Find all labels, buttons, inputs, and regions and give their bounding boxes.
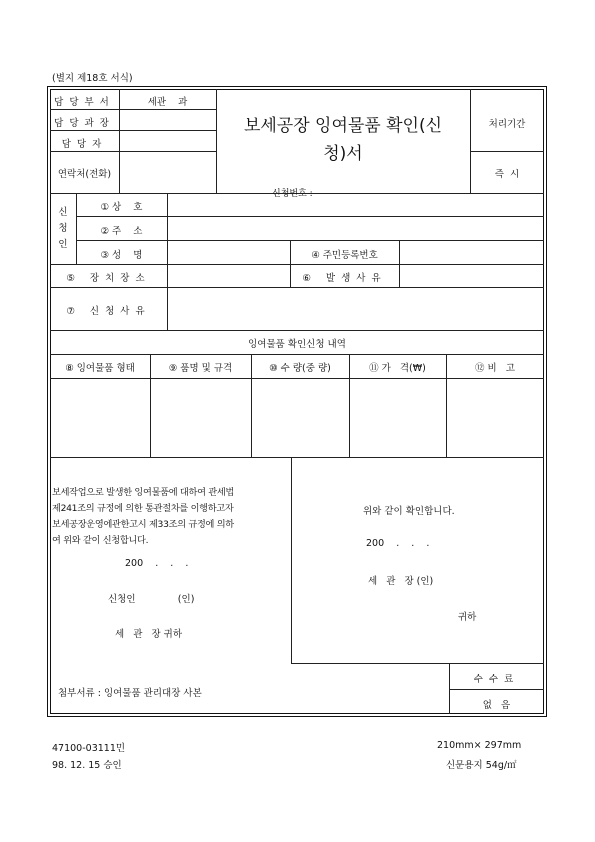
form-number: (별지 제18호 서식) (52, 73, 133, 84)
title-line-1: 보세공장 잉여물품 확인(신 (243, 116, 443, 136)
confirmation-addressee: 귀하 (458, 612, 477, 623)
contact-label: 연락처(전화) (57, 169, 112, 180)
resident-no-label: ④ 주민등록번호 (311, 250, 378, 261)
applicant-side-char-2: 청 (58, 223, 68, 234)
dept-label: 담당부서 (54, 97, 115, 108)
col-item-spec: ⑨ 품명 및 규격 (168, 363, 233, 374)
dept-value: 세관 과 (147, 97, 188, 108)
application-date: 200 . . . (125, 558, 189, 569)
form-code: 47100-03111민 (52, 743, 126, 754)
officer-label: 담당자 (61, 139, 108, 150)
cell-price[interactable] (351, 379, 445, 456)
approval-date: 98. 12. 15 승인 (52, 760, 122, 771)
attachments-note: 첨부서류 : 잉여물품 관리대장 사본 (58, 688, 202, 699)
application-statement (52, 485, 234, 549)
request-no-label: 신청번호 : (272, 189, 313, 199)
cause-field[interactable] (400, 265, 543, 286)
address-label: ② 주 소 (100, 226, 143, 237)
form-title (216, 112, 470, 168)
section-chief-field[interactable] (120, 110, 215, 129)
statement-line-3: 보세공장운영에관한고시 제33조의 규정에 의하 (52, 519, 234, 530)
resident-no-field[interactable] (400, 241, 543, 263)
col-price: ⑪ 가 격(₩) (369, 363, 426, 374)
cell-surplus-type[interactable] (51, 379, 149, 456)
customs-chief-seal: 세 관 장 (인) (368, 576, 434, 587)
name-label: ③ 성 명 (100, 250, 143, 261)
officer-field[interactable] (120, 131, 215, 150)
name-field[interactable] (168, 241, 289, 263)
fee-value: 없 음 (482, 700, 511, 711)
statement-line-2: 제241조의 규정에 의한 통관절차를 이행하고자 (52, 503, 234, 514)
details-section-title: 잉여물품 확인신청 내역 (248, 339, 346, 350)
processing-period-label: 처리기간 (488, 119, 526, 130)
address-field[interactable] (168, 217, 543, 239)
applicant-side-char-1: 신 (58, 207, 68, 218)
col-quantity: ⑩ 수 량(중 량) (269, 363, 331, 374)
statement-line-4: 여 위와 같이 신청합니다. (52, 535, 149, 546)
title-line-2: 청)서 (323, 144, 363, 164)
cause-label: ⑥ 발생사유 (302, 273, 387, 284)
applicant-signature: 신청인 (인) (108, 594, 195, 605)
reason-label: ⑦ 신청사유 (66, 306, 151, 317)
fee-label: 수수료 (473, 674, 520, 685)
paper-size: 210mm× 297mm (437, 740, 522, 751)
company-field[interactable] (168, 194, 543, 215)
section-chief-label: 담당과장 (54, 118, 115, 129)
confirmation-date: 200 . . . (366, 538, 430, 549)
contact-field[interactable] (120, 152, 215, 192)
statement-line-1: 보세작업으로 발생한 잉여물품에 대하여 관세법 (52, 487, 234, 498)
cell-remarks[interactable] (448, 379, 543, 456)
reason-field[interactable] (168, 288, 543, 329)
location-label: ⑤ 장치장소 (66, 273, 151, 284)
statement-addressee: 세 관 장 귀하 (115, 629, 183, 640)
confirmation-text: 위와 같이 확인합니다. (363, 506, 455, 517)
col-remarks: ⑫ 비 고 (475, 363, 515, 374)
cell-item-spec[interactable] (152, 379, 250, 456)
col-surplus-type: ⑧ 잉여물품 형태 (65, 363, 135, 374)
processing-period-value: 즉 시 (494, 169, 520, 180)
company-label: ① 상 호 (100, 202, 143, 213)
applicant-side-label (50, 205, 76, 253)
location-field[interactable] (168, 265, 289, 286)
applicant-side-char-3: 인 (58, 239, 68, 250)
cell-quantity[interactable] (253, 379, 348, 456)
paper-type: 신문용지 54g/㎡ (446, 760, 517, 771)
